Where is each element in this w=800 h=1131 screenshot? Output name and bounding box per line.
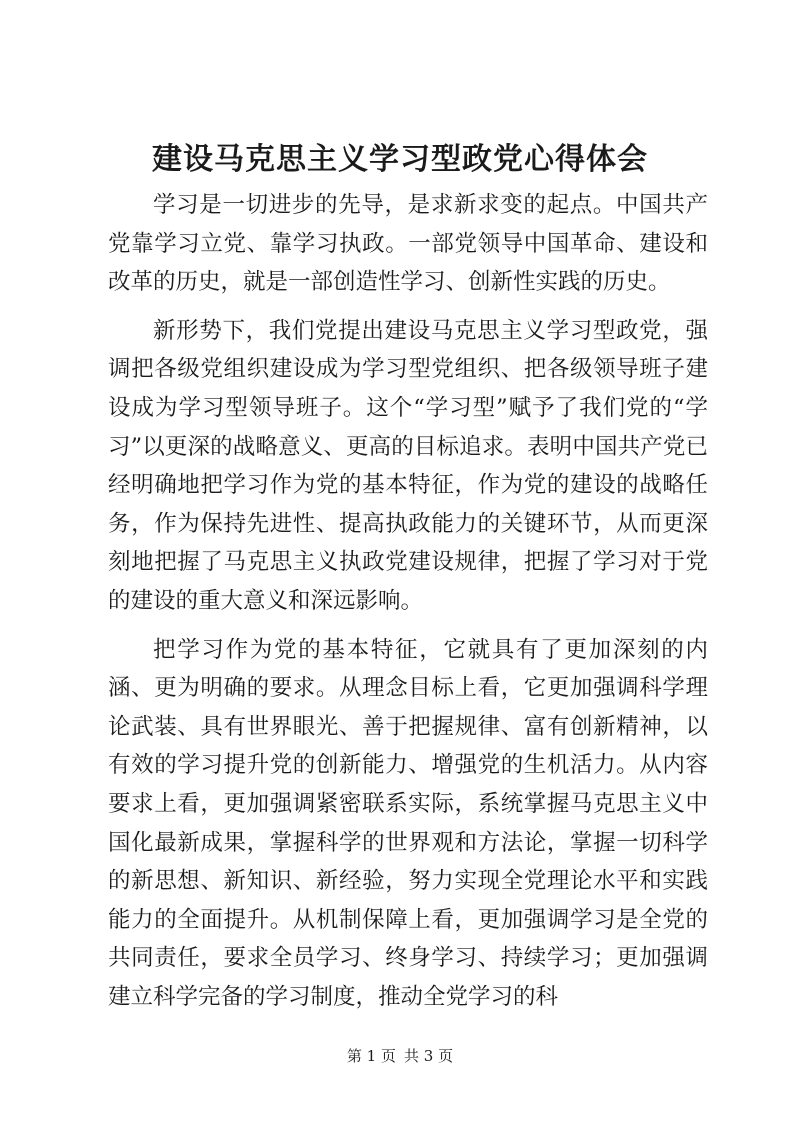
body-paragraph: 把学习作为党的基本特征，它就具有了更加深刻的内涵、更为明确的要求。从理念目标上看，它更加强调科学理论武装、具有世界眼光、善于把握规律、富有创新精神，以有效的学习提升党的创新能力、增强党的生机活力。从内容要求上看，更加强调紧密联系实际，系统掌握马克思主义中国化最新成果，掌握科学的世界观和方法论，掌握一切科学的新思想、新知识、新经验，努力实现全党理论水平和实践能力的全面提升。从机制保障上看，更加强调学习是全党的共同责任，要求全员学习、终身学习、持续学习；更加强调建立科学完备的学习制度，推动全党学习的科 <box>108 636 708 1010</box>
total-pages: 共 3 页 <box>404 1047 454 1065</box>
body-paragraph: 新形势下，我们党提出建设马克思主义学习型政党，强调把各级党组织建设成为学习型党组织、把各级领导班子建设成为学习型领导班子。这个“学习型”赋予了我们党的“学习”以更深的战略意义、更高的目标追求。表明中国共产党已经明确地把学习作为党的基本特征，作为党的建设的战略任务，作为保持先进性、提高执政能力的关键环节，从而更深刻地把握了马克思主义执政党建设规律，把握了学习对于党的建设的重大意义和深远影响。 <box>108 317 708 614</box>
page-footer <box>0 1046 800 1066</box>
page-number: 第 1 页 <box>346 1047 396 1065</box>
document-title: 建设马克思主义学习型政党心得体会 <box>152 142 648 177</box>
body-paragraph: 学习是一切进步的先导，是求新求变的起点。中国共产党靠学习立党、靠学习执政。一部党领导中国革命、建设和改革的历史，就是一部创造性学习、创新性实践的历史。 <box>108 192 708 296</box>
document-body <box>108 186 708 1016</box>
